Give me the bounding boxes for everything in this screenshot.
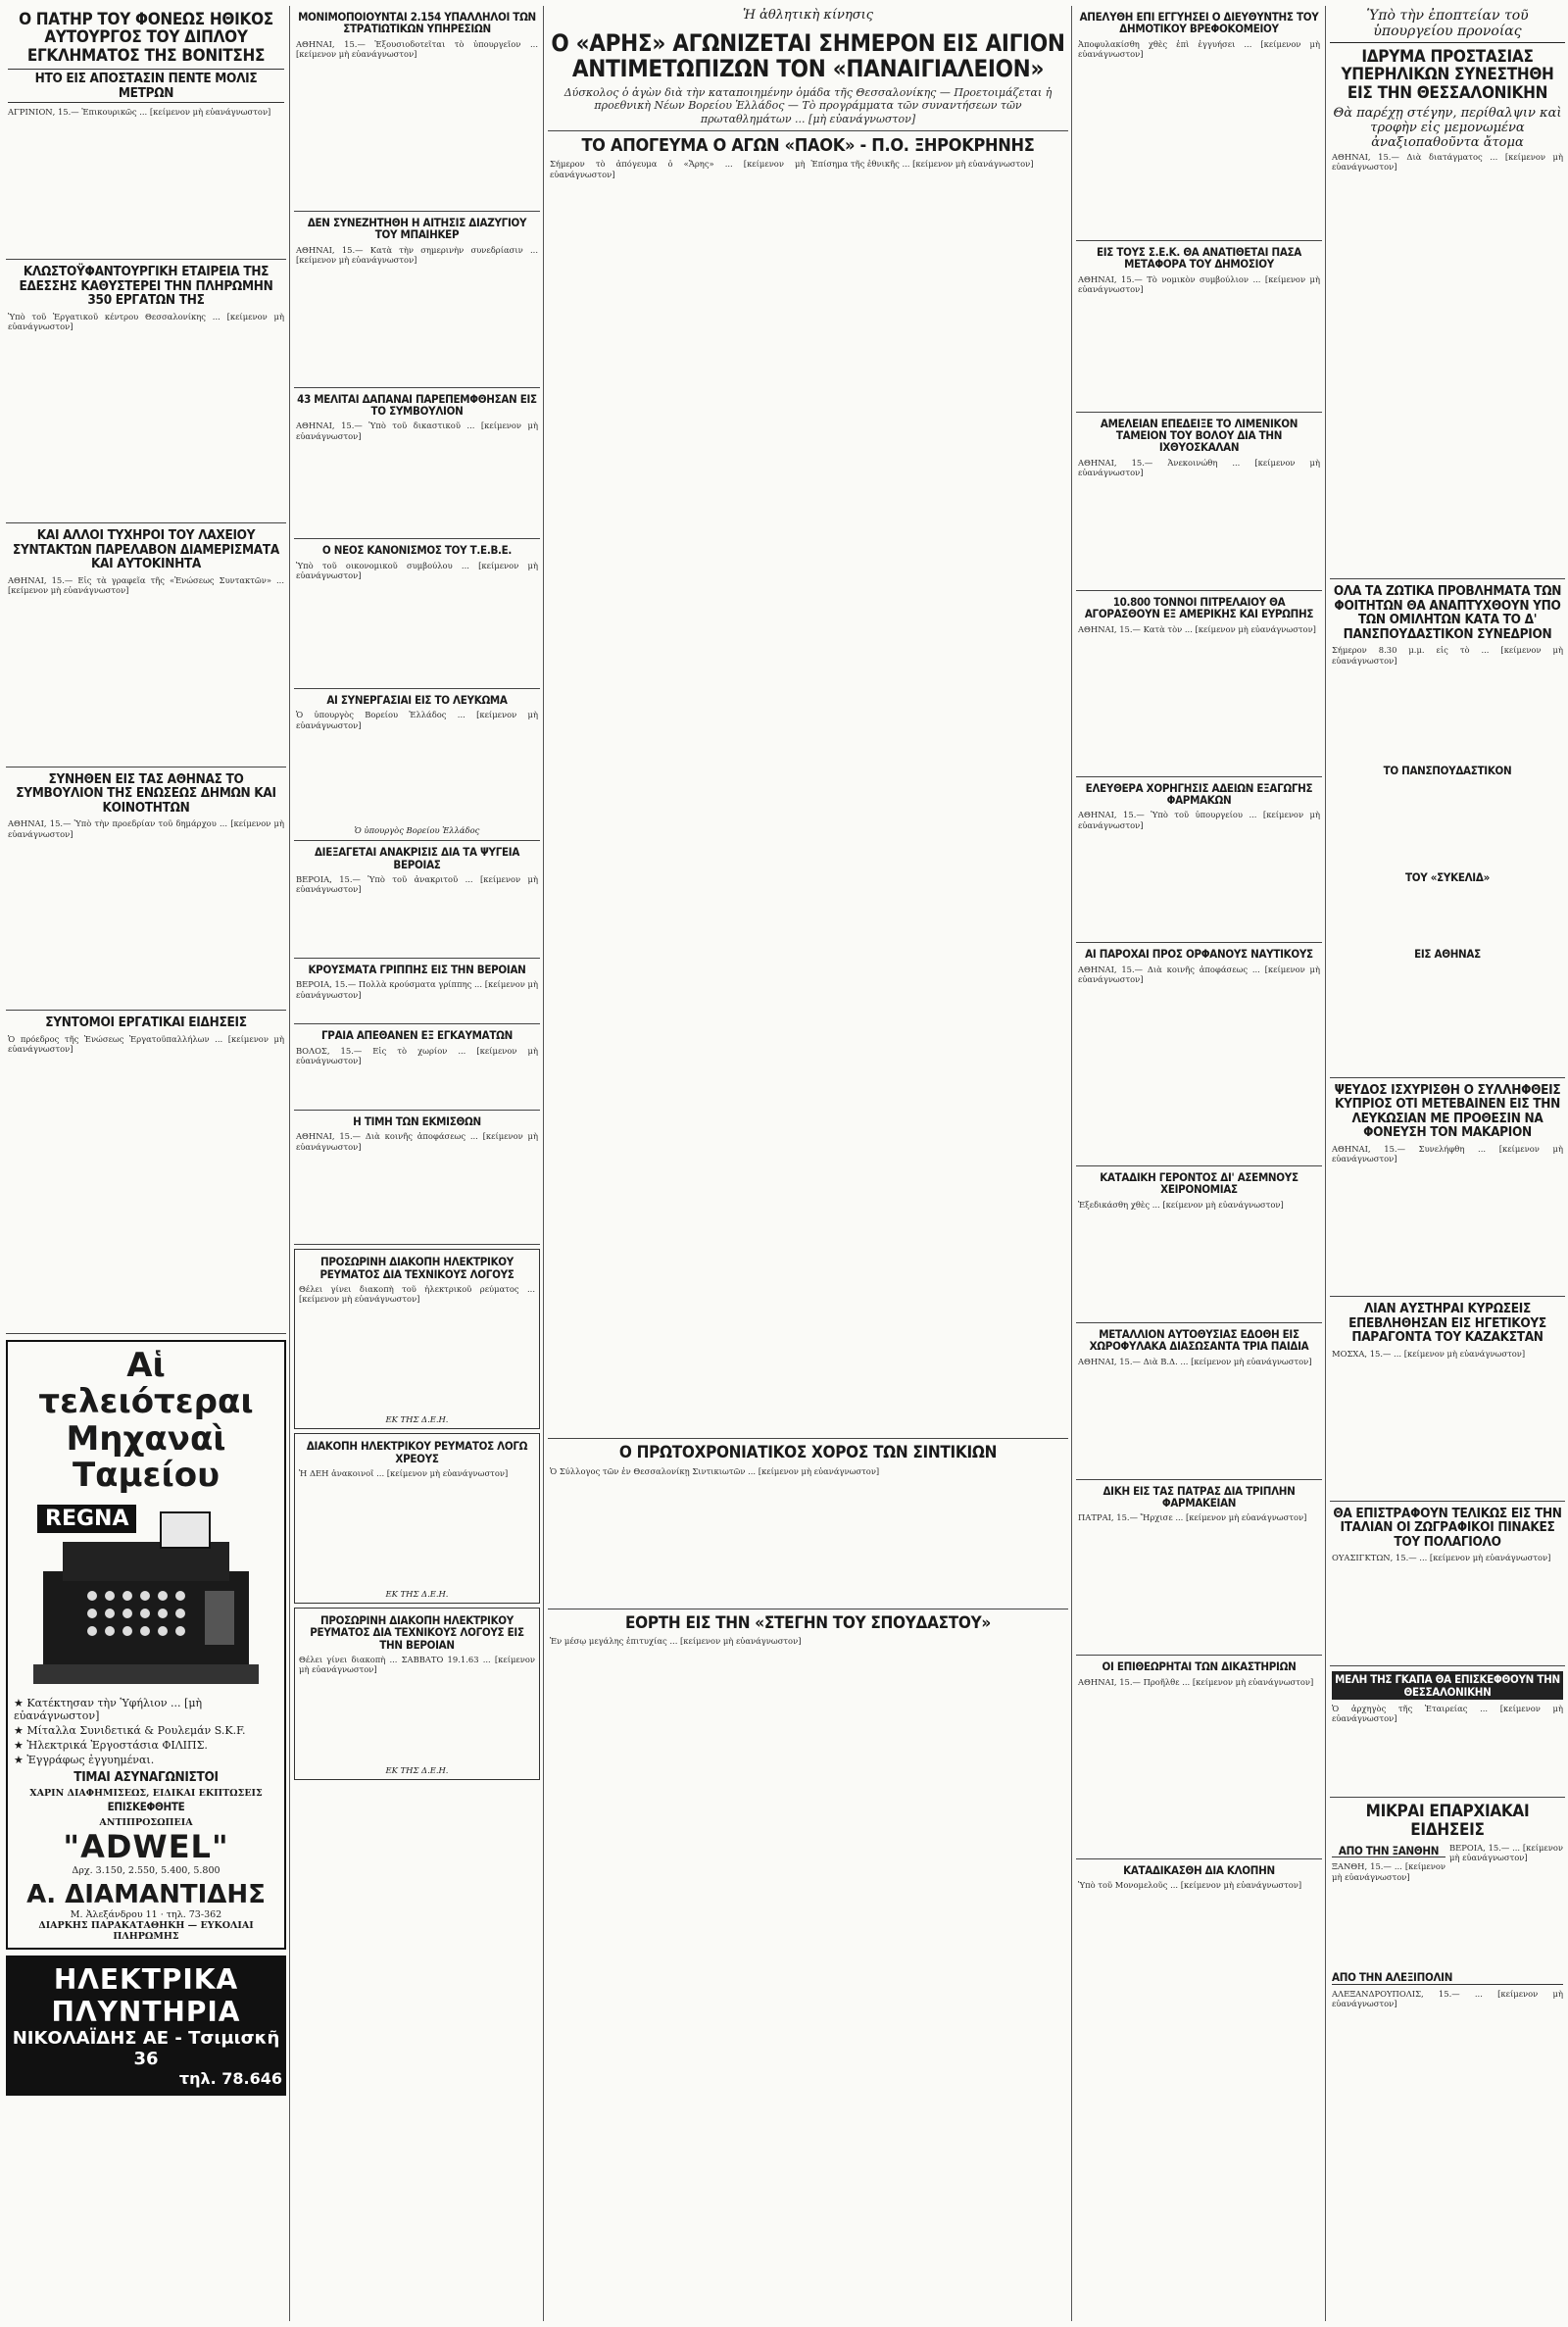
article-body: ΞΑΝΘΗ, 15.— ... [κείμενον μὴ εὐανάγνωστον]	[1332, 1861, 1448, 1882]
ad-visit: ΕΠΙΣΚΕΦΘΗΤΕ	[107, 1800, 185, 1814]
headline: ΔΕΝ ΣΥΝΕΖΗΤΗΘΗ Η ΑΙΤΗΣΙΣ ΔΙΑΖΥΓΙΟΥ ΤΟΥ ΜΠΑΙΗΚΕΡ	[307, 215, 527, 242]
article-divorce	[294, 212, 540, 388]
article-body: ΑΘΗΝΑΙ, 15.— Διὰ κοινῆς ἀποφάσεως ... [κείμενον μὴ εὐανάγνωστον]	[296, 1131, 541, 1152]
article-album	[294, 689, 540, 841]
headline: ΚΑΤΑΔΙΚΗ ΓΕΡΟΝΤΟΣ ΔΙ' ΑΣΕΜΝΟΥΣ ΧΕΙΡΟΝΟΜΙΑΣ	[1100, 1169, 1298, 1197]
subhead: ΕΙΣ ΑΘΗΝΑΣ	[1414, 947, 1481, 962]
headline: Ο ΠΡΩΤΟΧΡΟΝΙΑΤΙΚΟΣ ΧΟΡΟΣ ΤΩΝ ΣΙΝΤΙΚΙΩΝ	[618, 1443, 998, 1463]
article-body: ΑΘΗΝΑΙ, 15.— Τὸ νομικὸν συμβούλιον ... [κείμενον μὴ εὐανάγνωστον]	[1078, 273, 1323, 294]
article-body: ΑΘΗΝΑΙ, 15.— Διὰ διατάγματος ... [κείμενον μὴ εὐανάγνωστον]	[1332, 152, 1566, 173]
ad-brand-label: REGNA	[37, 1505, 136, 1533]
article-medal	[1076, 1323, 1322, 1480]
notice-title: ΠΡΟΣΩΡΙΝΗ ΔΙΑΚΟΠΗ ΗΛΕΚΤΡΙΚΟΥ ΡΕΥΜΑΤΟΣ ΔΙΑ ΤΕΧΝΙΚΟΥΣ ΛΟΓΟΥΣ ΕΙΣ ΤΗΝ ΒΕΡΟΙΑΝ	[310, 1612, 524, 1652]
headline: ΤΟ ΑΠΟΓΕΥΜΑ Ο ΑΓΩΝ «ΠΑΟΚ» - Π.Ο. ΞΗΡΟΚΡΗΝΗΣ	[581, 135, 1035, 157]
notice-power-cut-2	[294, 1433, 540, 1604]
headline: ΙΔΡΥΜΑ ΠΡΟΣΤΑΣΙΑΣ ΥΠΕΡΗΛΙΚΩΝ ΣΥΝΕΣΤΗΘΗ ΕΙΣ ΤΗΝ ΘΕΣΣΑΛΟΝΙΚΗΝ	[1341, 47, 1554, 103]
article-paintings-italy	[1330, 1502, 1565, 1667]
subheadline: Θὰ παρέχῃ στέγην, περίθαλψιν καὶ τροφὴν εἰς μεμονωμένα ἀναξιοπαθοῦντα ἄτομα	[1333, 106, 1562, 151]
article-body: ΑΘΗΝΑΙ, 15.— Συνελήφθη ... [κείμενον μὴ εὐανάγνωστον]	[1332, 1143, 1566, 1164]
notice-signature: ΕΚ ΤΗΣ Δ.Ε.Η.	[385, 1765, 449, 1776]
article-municipalities	[6, 767, 286, 1012]
ad-bullet: ★ Μίταλλα Συνιδετικά & Ρουλεμάν S.K.F.	[14, 1723, 246, 1737]
notice-power-cut-1	[294, 1249, 540, 1429]
article-cypriot	[1330, 1078, 1565, 1297]
article-theft-conviction	[1076, 1859, 1322, 1993]
headline: ΨΕΥΔΟΣ ΙΣΧΥΡΙΣΘΗ Ο ΣΥΛΛΗΦΘΕΙΣ ΚΥΠΡΙΟΣ ΟΤΙ ΜΕΤΕΒΑΙΝΕΝ ΕΙΣ ΤΗΝ ΛΕΥΚΩΣΙΑΝ ΜΕ ΠΡΟΘΕΣΙΝ ΝΑ ΦΟΝΕΥΣΗ ΤΟΝ ΜΑΚΑΡΙΟΝ	[1334, 1081, 1561, 1141]
notice-title: ΔΙΑΚΟΠΗ ΗΛΕΚΤΡΙΚΟΥ ΡΕΥΜΑΤΟΣ ΛΟΓΩ ΧΡΕΟΥΣ	[306, 1439, 528, 1465]
article-body: ΒΕΡΟΙΑ, 15.— Ὑπὸ τοῦ ἀνακριτοῦ ... [κείμενον μὴ εὐανάγνωστον]	[296, 874, 541, 895]
article-sek-transport	[1076, 241, 1322, 413]
headline: ΟΛΑ ΤΑ ΖΩΤΙΚΑ ΠΡΟΒΛΗΜΑΤΑ ΤΩΝ ΦΟΙΤΗΤΩΝ ΘΑ ΑΝΑΠΤΥΧΘΟΥΝ ΥΠΟ ΤΩΝ ΟΜΙΛΗΤΩΝ ΚΑΤΑ ΤΟ Δ' ΠΑΝΣΠΟΥΔΑΣΤΙΚΟΝ ΣΥΝΕΔΡΙΟΝ	[1333, 583, 1562, 642]
article-lottery	[6, 523, 286, 767]
article-body: Ὁ πρόεδρος τῆς Ἑνώσεως Ἐργατοϋπαλλήλων ... [κείμενον μὴ εὐανάγνωστον]	[8, 1034, 287, 1055]
article-body: Ἐξεδικάσθη χθὲς ... [κείμενον μὴ εὐανάγνωστον]	[1078, 1199, 1284, 1210]
headline: 10.800 ΤΟΝΝΟΙ ΠΙΤΡΕΛΑΙΟΥ ΘΑ ΑΓΟΡΑΣΘΟΥΝ ΕΞ ΑΜΕΡΙΚΗΣ ΚΑΙ ΕΥΡΩΠΗΣ	[1084, 594, 1314, 621]
article-body: ΑΘΗΝΑΙ, 15.— Ὑπὸ τὴν προεδρίαν τοῦ δημάρχου ... [κείμενον μὴ εὐανάγνωστον]	[8, 818, 287, 839]
subhead: ΑΠΟ ΤΗΝ ΑΛΕΞΙΠΟΛΙΝ	[1332, 1971, 1563, 1984]
article-student-home	[548, 1609, 1068, 1837]
notice-signature: ΕΚ ΤΗΣ Δ.Ε.Η.	[385, 1414, 449, 1425]
section-kicker: Ἡ ἀθλητικὴ κίνησις	[743, 8, 873, 23]
article-veroia-fridges	[294, 841, 540, 959]
ad-bullet: ★ Ἠλεκτρικά Ἐργοστάσια ΦΙΛΙΠΣ.	[14, 1738, 208, 1752]
article-labor-news	[6, 1011, 286, 1334]
column-1	[6, 6, 290, 2321]
article-body: ΑΘΗΝΑΙ, 15.— Διὰ Β.Δ. ... [κείμενον μὴ εὐανάγνωστον]	[1078, 1356, 1312, 1366]
article-expenses	[294, 388, 540, 540]
headline: ΚΛΩΣΤΟΫΦΑΝΤΟΥΡΓΙΚΗ ΕΤΑΙΡΕΙΑ ΤΗΣ ΕΔΕΣΣΗΣ ΚΑΘΥΣΤΕΡΕΙ ΤΗΝ ΠΛΗΡΩΜΗΝ 350 ΕΡΓΑΤΩΝ ΤΗΣ	[19, 264, 273, 309]
article-edessa-textile	[6, 260, 286, 523]
article-body: ΒΟΛΟΣ, 15.— Εἰς τὸ χωρίον ... [κείμενον μὴ εὐανάγνωστον]	[296, 1045, 541, 1066]
article-body: ΒΕΡΟΙΑ, 15.— ... [κείμενον μὴ εὐανάγνωστον]	[1449, 1842, 1566, 1863]
notice-power-cut-3	[294, 1608, 540, 1780]
headline: ΜΕΤΑΛΛΙΟΝ ΑΥΤΟΘΥΣΙΑΣ ΕΔΟΘΗ ΕΙΣ ΧΩΡΟΦΥΛΑΚΑ ΔΙΑΣΩΣΑΝΤΑ ΤΡΙΑ ΠΑΙΔΙΑ	[1089, 1326, 1309, 1354]
notice-title: ΠΡΟΣΩΡΙΝΗ ΔΙΑΚΟΠΗ ΗΛΕΚΤΡΙΚΟΥ ΡΕΥΜΑΤΟΣ ΔΙΑ ΤΕΧΝΙΚΟΥΣ ΛΟΓΟΥΣ	[319, 1255, 514, 1281]
article-patras-trial	[1076, 1480, 1322, 1657]
headline: ΑΠΕΛΥΘΗ ΕΠΙ ΕΓΓΥΗΣΕΙ Ο ΔΙΕΥΘΥΝΤΗΣ ΤΟΥ ΔΗΜΟΤΙΚΟΥ ΒΡΕΦΟΚΟΜΕΙΟΥ	[1079, 10, 1319, 36]
article-body: Ὁ ἀρχηγὸς τῆς Ἑταιρείας ... [κείμενον μὴ εὐανάγνωστον]	[1332, 1704, 1566, 1724]
article-body: Ἀποφυλακίσθη χθὲς ἐπὶ ἐγγυήσει ... [κείμενον μὴ εὐανάγνωστον]	[1078, 38, 1323, 60]
column-3-sports	[548, 6, 1072, 2321]
newspaper-page	[6, 6, 1566, 2321]
notice-body: Θέλει γίνει διακοπὴ ... ΣΑΒΒΑΤΟ 19.1.63 ... [κείμενον μὴ εὐανάγνωστον]	[299, 1655, 538, 1675]
article-old-man-conviction	[1076, 1166, 1322, 1323]
article-body: ΠΑΤΡΑΙ, 15.— Ἤρχισε ... [κείμενον μὴ εὐανάγνωστον]	[1078, 1512, 1307, 1523]
ad-regna-cash-register	[6, 1340, 286, 1950]
headline: ΚΡΟΥΣΜΑΤΑ ΓΡΙΠΠΗΣ ΕΙΣ ΤΗΝ ΒΕΡΟΙΑΝ	[308, 963, 526, 977]
article-gkapa	[1330, 1666, 1565, 1798]
article-body: ΑΘΗΝΑΙ, 15.— Ἀνεκοινώθη ... [κείμενον μὴ εὐανάγνωστον]	[1078, 457, 1323, 478]
headline: Ο ΝΕΟΣ ΚΑΝΟΝΙΣΜΟΣ ΤΟΥ Τ.Ε.Β.Ε.	[321, 543, 513, 558]
article-body: ΑΓΡΙΝΙΟΝ, 15.— Ἐπικουρικῶς ... [κείμενον μὴ εὐανάγνωστον]	[8, 107, 271, 118]
headline: ΕΙΣ ΤΟΥΣ Σ.Ε.Κ. ΘΑ ΑΝΑΤΙΘΕΤΑΙ ΠΑΣΑ ΜΕΤΑΦΟΡΑ ΤΟΥ ΔΗΜΟΣΙΟΥ	[1096, 244, 1302, 272]
article-body: ΒΕΡΟΙΑ, 15.— Πολλὰ κρούσματα γρίππης ... [κείμενον μὴ εὐανάγνωστον]	[296, 979, 541, 1000]
headline: ΣΥΝΤΟΜΟΙ ΕΡΓΑΤΙΚΑΙ ΕΙΔΗΣΕΙΣ	[45, 1015, 247, 1031]
signature: Ὁ ὑπουργὸς Βορείου Ἑλλάδος	[354, 825, 480, 836]
subhead: ΤΟ ΠΑΝΣΠΟΥΔΑΣΤΙΚΟΝ	[1383, 764, 1512, 778]
article-body: Ἐν μέσῳ μεγάλης ἐπιτυχίας ... [κείμενον μὴ εὐανάγνωστον]	[550, 1636, 802, 1647]
article-orphan-sailors	[1076, 943, 1322, 1165]
ad-models: Δρχ. 3.150, 2.550, 5.400, 5.800	[72, 1864, 220, 1876]
article-body: ΑΘΗΝΑΙ, 15.— Διὰ κοινῆς ἀποφάσεως ... [κείμενον μὴ εὐανάγνωστον]	[1078, 964, 1323, 985]
headline: ΘΑ ΕΠΙΣΤΡΑΦΟΥΝ ΤΕΛΙΚΩΣ ΕΙΣ ΤΗΝ ΙΤΑΛΙΑΝ ΟΙ ΖΩΓΡΑΦΙΚΟΙ ΠΙΝΑΚΕΣ ΤΟΥ ΠΟΛΑΓΙΟΛΟ	[1333, 1505, 1562, 1550]
article-body: Ὑπὸ τοῦ Μονομελοῦς ... [κείμενον μὴ εὐανάγνωστον]	[1078, 1880, 1302, 1891]
article-body: ΟΥΑΣΙΓΚΤΩΝ, 15.— ... [κείμενον μὴ εὐανάγνωστον]	[1332, 1553, 1551, 1563]
headline: ΑΙ ΠΑΡΟΧΑΙ ΠΡΟΣ ΟΡΦΑΝΟΥΣ ΝΑΥΤΙΚΟΥΣ	[1085, 947, 1313, 962]
article-aris	[548, 26, 1068, 131]
headline: ΛΙΑΝ ΑΥΣΤΗΡΑΙ ΚΥΡΩΣΕΙΣ ΕΠΕΒΛΗΘΗΣΑΝ ΕΙΣ ΗΓΕΤΙΚΟΥΣ ΠΑΡΑΓΟΝΤΑ ΤΟΥ ΚΑΖΑΚΣΤΑΝ	[1348, 1300, 1546, 1346]
article-body: Σήμερον 8.30 μ.μ. εἰς τὸ ... [κείμενον μὴ εὐανάγνωστον]	[1332, 645, 1566, 666]
article-tebe	[294, 539, 540, 688]
article-body: Ἐπίσημα τῆς ἐθνικῆς ... [κείμενον μὴ εὐανάγνωστον]	[810, 159, 1034, 170]
ad-phone: τηλ. 78.646	[178, 2068, 282, 2088]
article-court-inspectors	[1076, 1656, 1322, 1858]
article-body: Ὑπὸ τοῦ Ἐργατικοῦ κέντρου Θεσσαλονίκης ... [κείμενον μὴ εὐανάγνωστον]	[8, 311, 287, 332]
article-body: ΑΛΕΞΑΝΔΡΟΥΠΟΛΙΣ, 15.— ... [κείμενον μὴ εὐανάγνωστον]	[1332, 1988, 1566, 2008]
article-volos-fishmarket	[1076, 413, 1322, 591]
headline: ΣΥΝΗΘΕΝ ΕΙΣ ΤΑΣ ΑΘΗΝΑΣ ΤΟ ΣΥΜΒΟΥΛΙΟΝ ΤΗΣ ΕΝΩΣΕΩΣ ΔΗΜΩΝ ΚΑΙ ΚΟΙΝΟΤΗΤΩΝ	[16, 770, 276, 816]
ad-offer: ΧΑΡΙΝ ΔΙΑΦΗΜΙΣΕΩΣ, ΕΙΔΙΚΑΙ ΕΚΠΤΩΣΕΙΣ	[29, 1788, 263, 1800]
notice-body: Θέλει γίνει διακοπὴ τοῦ ἠλεκτρικοῦ ρεύματος ... [κείμενον μὴ εὐανάγνωστον]	[299, 1284, 538, 1305]
headline: ΚΑΙ ΑΛΛΟΙ ΤΥΧΗΡΟΙ ΤΟΥ ΛΑΧΕΙΟΥ ΣΥΝΤΑΚΤΩΝ ΠΑΡΕΛΑΒΟΝ ΔΙΑΜΕΡΙΣΜΑΤΑ ΚΑΙ ΑΥΤΟΚΙΝΗΤΑ	[13, 526, 279, 572]
cash-register-illustration	[33, 1503, 259, 1689]
article-student-congress	[1330, 579, 1565, 1078]
article-sintiki-dance	[548, 1439, 1068, 1609]
article-burns	[294, 1024, 540, 1110]
ad-terms: ΔΙΑΡΚΗΣ ΠΑΡΑΚΑΤΑΘΗΚΗ — ΕΥΚΟΛΙΑΙ ΠΛΗΡΩΜΗΣ	[38, 1919, 254, 1942]
article-rent-price	[294, 1111, 540, 1245]
headline: Ο «ΑΡΗΣ» ΑΓΩΝΙΖΕΤΑΙ ΣΗΜΕΡΟΝ ΕΙΣ ΑΙΓΙΟΝ ΑΝΤΙΜΕΤΩΠΙΖΩΝ ΤΟΝ «ΠΑΝΑΙΓΙΑΛΕΙΟΝ»	[551, 29, 1065, 82]
article-flu	[294, 959, 540, 1024]
article-body: ΑΘΗΝΑΙ, 15.— Ἐξουσιοδοτεῖται τὸ ὑπουργεῖον ... [κείμενον μὴ εὐανάγνωστον]	[296, 38, 541, 60]
article-body: Ὁ Σύλλογος τῶν ἐν Θεσσαλονίκῃ Σιντικιωτῶν ... [κείμενον μὴ εὐανάγνωστον]	[550, 1465, 880, 1476]
headline: ΕΛΕΥΘΕΡΑ ΧΟΡΗΓΗΣΙΣ ΑΔΕΙΩΝ ΕΞΑΓΩΓΗΣ ΦΑΡΜΑΚΩΝ	[1085, 780, 1313, 808]
headline: ΜΕΛΗ ΤΗΣ ΓΚΑΠΑ ΘΑ ΕΠΙΣΚΕΦΘΟΥΝ ΤΗΝ ΘΕΣΣΑΛΟΝΙΚΗΝ	[1332, 1671, 1563, 1700]
ad-prices: ΤΙΜΑΙ ΑΣΥΝΑΓΩΝΙΣΤΟΙ	[74, 1768, 219, 1785]
ad-dealer-address: Μ. Ἀλεξάνδρου 11 · τηλ. 73-362	[70, 1908, 222, 1920]
subhead: ΑΠΟ ΤΗΝ ΞΑΝΘΗΝ	[1332, 1845, 1446, 1857]
headline: Η ΤΙΜΗ ΤΩΝ ΕΚΜΙΣΘΩΝ	[353, 1114, 481, 1128]
ad-bullet: ★ Κατέκτησαν τὴν Ὑφήλιον ... [μὴ εὐανάγνωστον]	[14, 1696, 203, 1722]
headline: ΜΟΝΙΜΟΠΟΙΟΥΝΤΑΙ 2.154 ΥΠΑΛΛΗΛΟΙ ΤΩΝ ΣΤΡΑΤΙΩΤΙΚΩΝ ΥΠΗΡΕΣΙΩΝ	[298, 10, 536, 36]
article-body: ΜΟΣΧΑ, 15.— ... [κείμενον μὴ εὐανάγνωστον]	[1332, 1348, 1526, 1359]
subhead: ΤΟΥ «ΣΥΚΕΛΙΔ»	[1405, 869, 1490, 884]
headline: ΑΜΕΛΕΙΑΝ ΕΠΕΔΕΙΞΕ ΤΟ ΛΙΜΕΝΙΚΟΝ ΤΑΜΕΙΟΝ ΤΟΥ ΒΟΛΟΥ ΔΙΑ ΤΗΝ ΙΧΘΥΟΣΚΑΛΑΝ	[1100, 416, 1298, 455]
article-body: Σήμερον τὸ ἀπόγευμα ὁ «Ἄρης» ... [κείμενον μὴ εὐανάγνωστον]	[550, 159, 808, 179]
article-body: ΑΘΗΝΑΙ, 15.— Εἰς τὰ γραφεῖα τῆς «Ἑνώσεως Συντακτῶν» ... [κείμενον μὴ εὐανάγνωστον]	[8, 574, 287, 595]
article-body: Ὑπὸ τοῦ οικονομικοῦ συμβούλου ... [κείμενον μὴ εὐανάγνωστον]	[296, 560, 541, 581]
headline: ΕΟΡΤΗ ΕΙΣ ΤΗΝ «ΣΤΕΓΗΝ ΤΟΥ ΣΠΟΥΔΑΣΤΟΥ»	[625, 1612, 991, 1633]
article-elderly-foundation	[1330, 43, 1565, 579]
article-body: ΑΘΗΝΑΙ, 15.— Προῆλθε ... [κείμενον μὴ εὐανάγνωστον]	[1078, 1676, 1314, 1687]
article-paok	[548, 131, 1068, 1439]
article-military-employees	[294, 6, 540, 212]
ad-brand-adwel: "ADWEL"	[63, 1827, 229, 1865]
column-4	[1076, 6, 1326, 2321]
article-body: ΑΘΗΝΑΙ, 15.— Κατὰ τὴν σημερινὴν συνεδρίασιν ... [κείμενον μὴ εὐανάγνωστον]	[296, 244, 541, 265]
column-2	[294, 6, 544, 2321]
article-provincial-news	[1330, 1798, 1565, 2053]
column-5	[1330, 6, 1568, 2321]
headline: ΑΙ ΣΥΝΕΡΓΑΣΙΑΙ ΕΙΣ ΤΟ ΛΕΥΚΩΜΑ	[326, 692, 508, 707]
headline: ΓΡΑΙΑ ΑΠΕΘΑΝΕΝ ΕΞ ΕΓΚΑΥΜΑΤΩΝ	[321, 1028, 513, 1043]
headline: Ο ΠΑΤΗΡ ΤΟΥ ΦΟΝΕΩΣ ΗΘΙΚΟΣ ΑΥΤΟΥΡΓΟΣ ΤΟΥ ΔΙΠΛΟΥ ΕΓΚΛΗΜΑΤΟΣ ΤΗΣ ΒΟΝΙΤΣΗΣ	[19, 10, 273, 66]
article-body: ΑΘΗΝΑΙ, 15.— Ὑπὸ τοῦ δικαστικοῦ ... [κείμενον μὴ εὐανάγνωστον]	[296, 421, 541, 441]
article-body: Ὁ ὑπουργὸς Βορείου Ἑλλάδος ... [κείμενον μὴ εὐανάγνωστον]	[296, 710, 541, 730]
article-body: ΑΘΗΝΑΙ, 15.— Ὑπὸ τοῦ ὑπουργείου ... [κείμενον μὴ εὐανάγνωστον]	[1078, 810, 1323, 830]
ad-bullet: ★ Ἐγγράφως ἐγγυημέναι.	[14, 1753, 155, 1766]
ad-dealer-name: Α. ΔΙΑΜΑΝΤΙΔΗΣ	[26, 1879, 266, 1909]
article-lead: Δύσκολος ὁ ἀγὼν διὰ τὴν καταποιημένην ὁμάδα τῆς Θεσσαλονίκης — Προετοιμάζεται ἡ προεθνικὴ Νέων Βορείου Ἑλλάδος — Τὸ προγράμματα τῶν συναντήσεων τῶν πρωταθλημάτων ... [μὴ εὐανάγνωστον]	[564, 85, 1055, 125]
section-top-line: Ὑπὸ τὴν ἐποπτείαν τοῦ ὑπουργείου προνοίας	[1330, 6, 1565, 43]
ad-representation: ΑΝΤΙΠΡΟΣΩΠΕΙΑ	[99, 1816, 193, 1828]
notice-body: Ἡ ΔΕΗ ἀνακοινοῖ ... [κείμενον μὴ εὐανάγνωστον]	[299, 1467, 509, 1478]
headline: 43 ΜΕΛΙΤΑΙ ΔΑΠΑΝΑΙ ΠΑΡΕΠΕΜΦΘΗΣΑΝ ΕΙΣ ΤΟ ΣΥΜΒΟΥΛΙΟΝ	[297, 391, 537, 419]
notice-signature: ΕΚ ΤΗΣ Δ.Ε.Η.	[385, 1588, 449, 1599]
ad-company: ΝΙΚΟΛΑΪΔΗΣ ΑΕ - Τσιμισκῆ 36	[12, 2027, 280, 2069]
article-vonitsa	[6, 6, 286, 260]
article-kazakhstan	[1330, 1297, 1565, 1502]
article-body: ΑΘΗΝΑΙ, 15.— Κατὰ τὸν ... [κείμενον μὴ εὐανάγνωστον]	[1078, 623, 1316, 634]
headline: ΜΙΚΡΑΙ ΕΠΑΡΧΙΑΚΑΙ ΕΙΔΗΣΕΙΣ	[1365, 1802, 1530, 1840]
article-orphanage	[1076, 6, 1322, 241]
headline: ΔΙΚΗ ΕΙΣ ΤΑΣ ΠΑΤΡΑΣ ΔΙΑ ΤΡΙΠΛΗΝ ΦΑΡΜΑΚΕΙΑΝ	[1102, 1483, 1296, 1510]
article-oil-purchase	[1076, 591, 1322, 777]
article-drug-export	[1076, 777, 1322, 944]
ad-washing-machines	[6, 1956, 286, 2096]
headline: ΔΙΕΞΑΓΕΤΑΙ ΑΝΑΚΡΙΣΙΣ ΔΙΑ ΤΑ ΨΥΓΕΙΑ ΒΕΡΟΙΑΣ	[314, 845, 520, 871]
ad-headline: Αἱ τελειότεραι Μηχαναὶ Ταμείου	[38, 1346, 254, 1496]
headline: ΟΙ ΕΠΙΘΕΩΡΗΤΑΙ ΤΩΝ ΔΙΚΑΣΤΗΡΙΩΝ	[1102, 1659, 1297, 1674]
headline: ΚΑΤΑΔΙΚΑΣΘΗ ΔΙΑ ΚΛΟΠΗΝ	[1123, 1862, 1275, 1877]
subheadline: ΗΤΟ ΕΙΣ ΑΠΟΣΤΑΣΙΝ ΠΕΝΤΕ ΜΟΛΙΣ ΜΕΤΡΩΝ	[8, 69, 284, 103]
ad-headline: ΗΛΕΚΤΡΙΚΑ ΠΛΥΝΤΗΡΙΑ	[51, 1962, 241, 2028]
